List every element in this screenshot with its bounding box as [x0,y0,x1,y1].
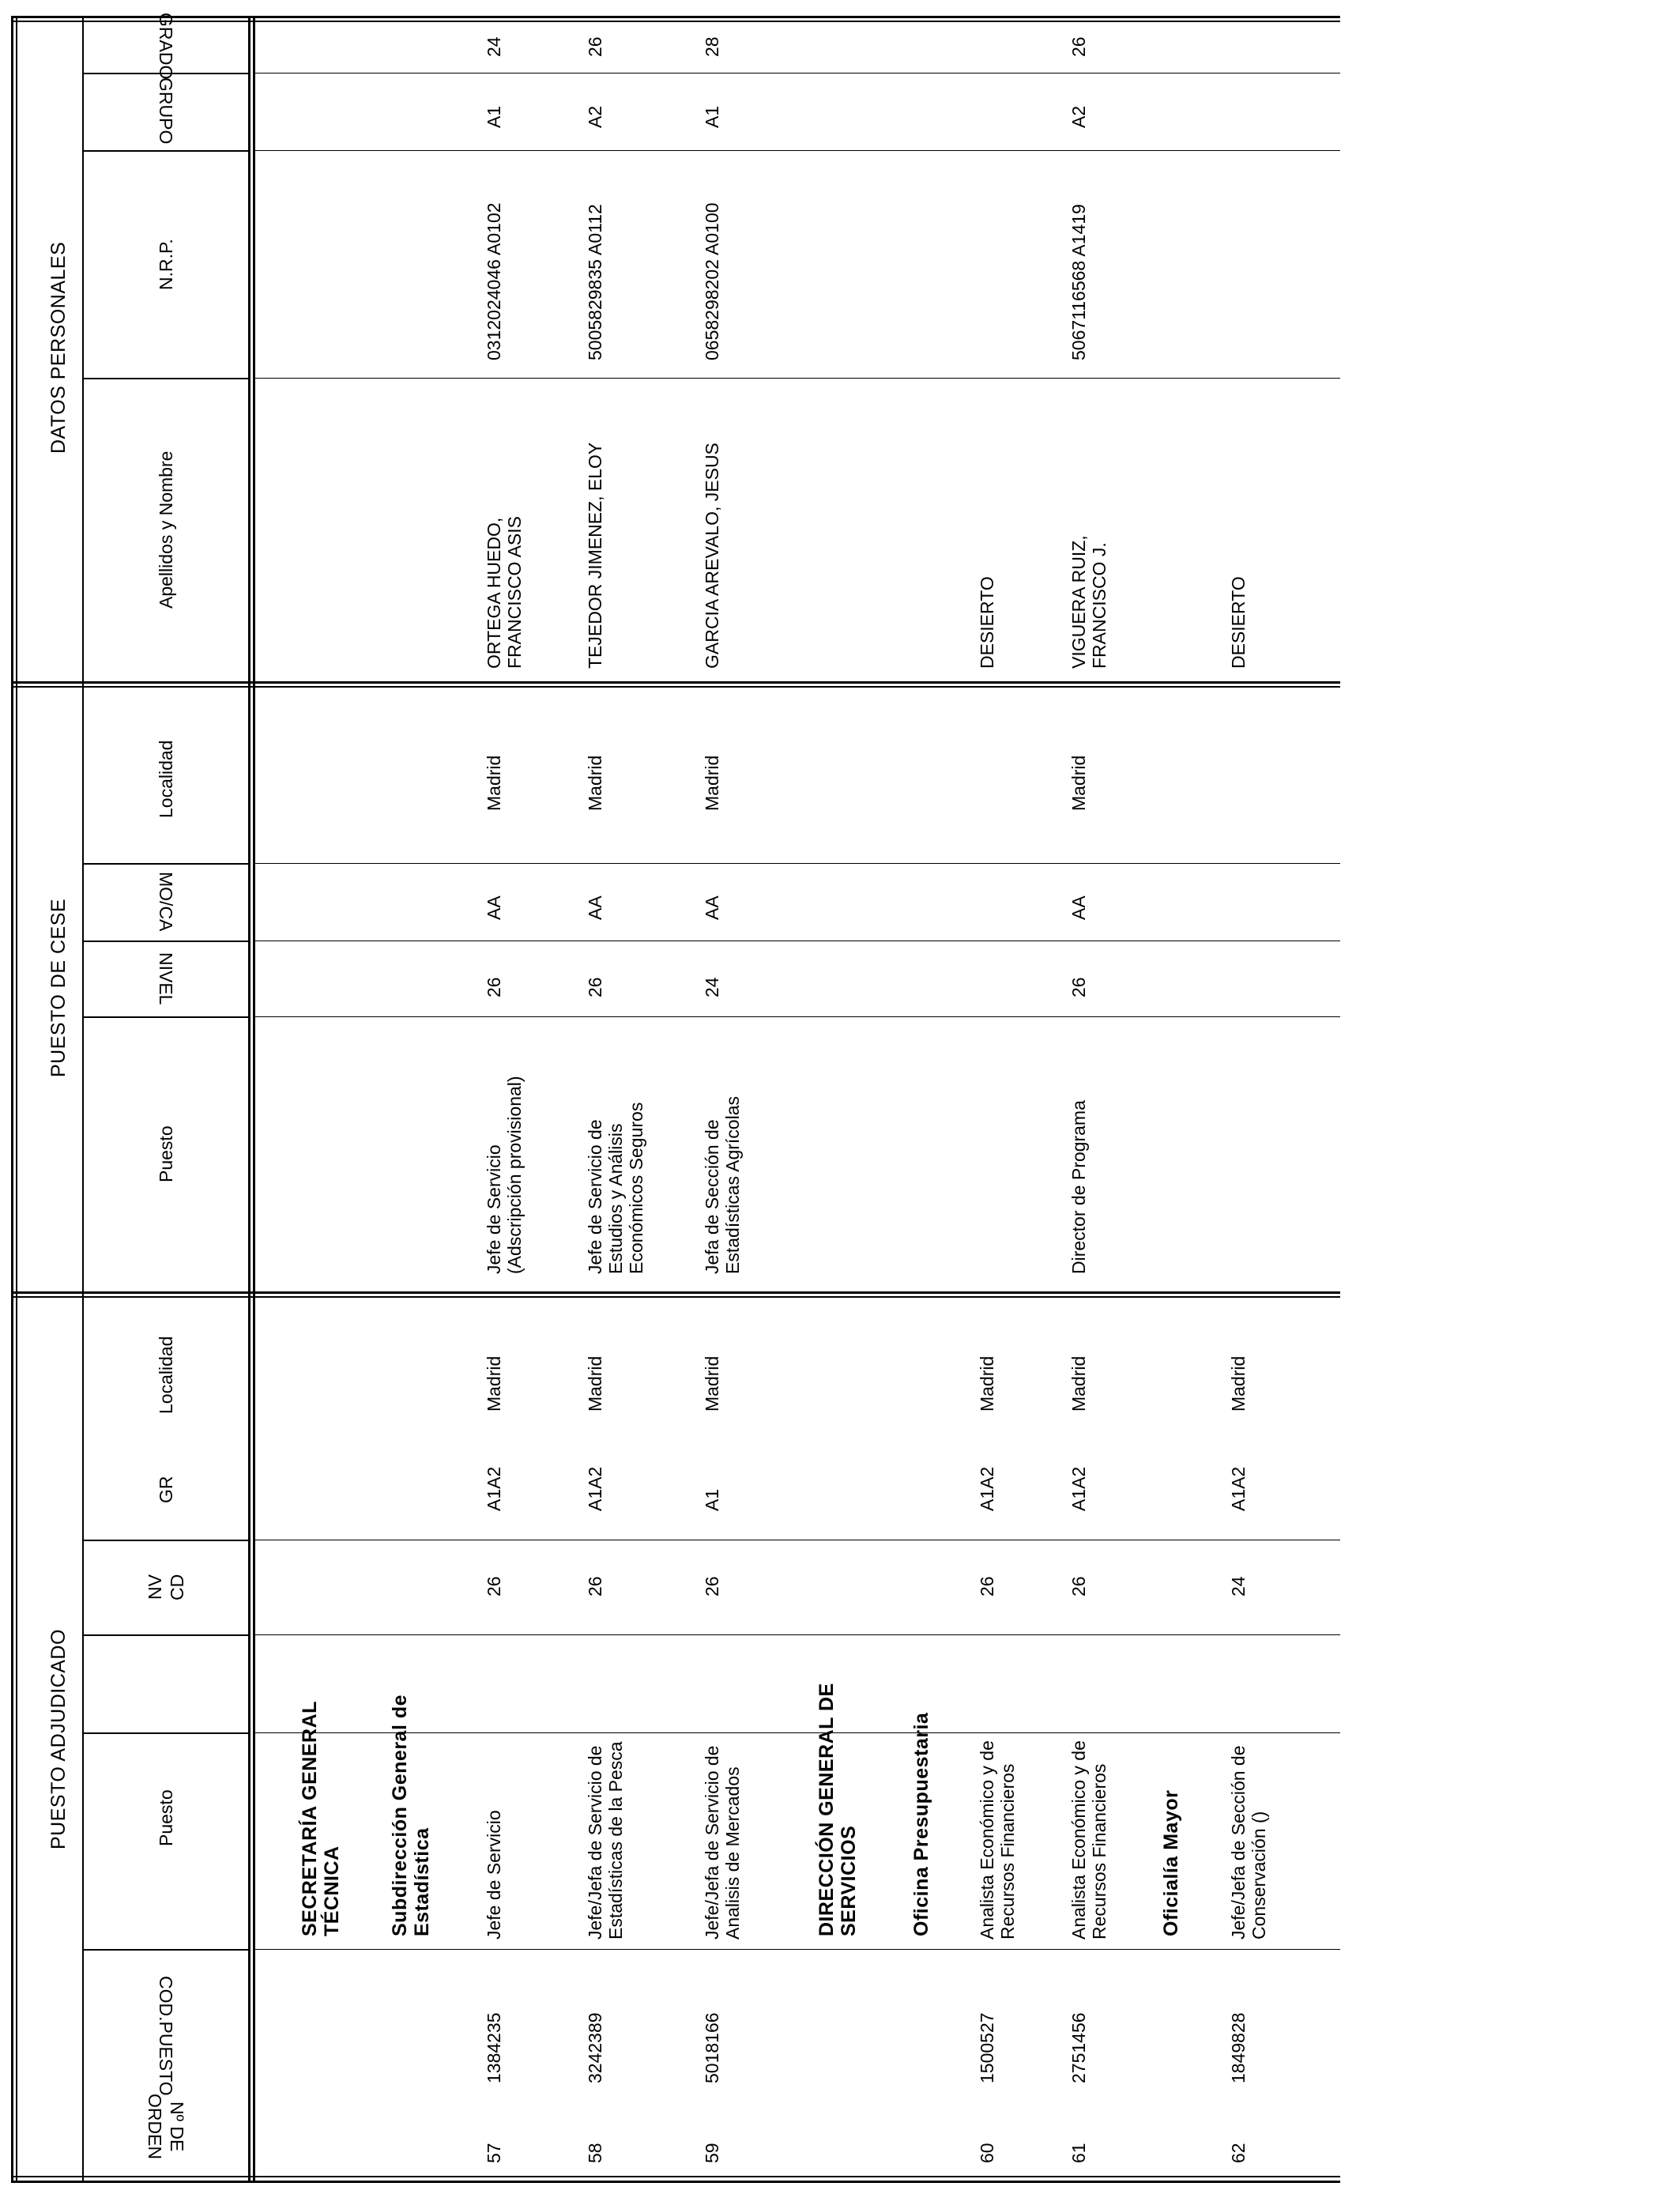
row-58-nivel: 26 [585,977,605,997]
body-col-sep-0 [255,73,1340,74]
body-col-sep-8 [255,1732,1340,1733]
row-59-nrp: 0658298202 A0100 [702,202,722,360]
header-mo-ca: MO/CA [156,871,176,931]
row-59-mo-ca: AA [702,895,722,920]
frame-left [11,16,13,2183]
row-61-cod-puesto: 2751456 [1068,2012,1089,2083]
row-62-nombre-line1: DESIERTO [1228,576,1249,669]
row-57-grado: 24 [484,36,504,57]
section-title-personales: DATOS PERSONALES [47,241,70,454]
body-col-sep-3 [255,863,1340,864]
row-61-cese-puesto-line1: Director de Programa [1068,1100,1089,1274]
row-58-localidad: Madrid [585,1355,605,1412]
row-57-nv-cd: 26 [484,1576,504,1596]
row-61-nombre-line1: VIGUERA RUIZ, [1068,535,1089,669]
section-title-cese: PUESTO DE CESE [47,898,70,1077]
row-61-grado: 26 [1068,36,1089,57]
row-61-orden: 61 [1068,2143,1089,2163]
row-59-nv-cd: 26 [702,1576,722,1596]
row-57-gr: A1A2 [484,1466,504,1511]
group-heading-0-line2: TÉCNICA [321,1845,343,1936]
row-58-cod-puesto: 3242389 [585,2012,605,2083]
row-58-puesto-line1: Jefe/Jefa de Servicio de [585,1745,605,1940]
header-col-sep-5 [82,1016,248,1018]
section-title-separator [82,16,84,2183]
header-orden-line1: Nº DE [167,2101,187,2151]
header-localidad-adjudicado: Localidad [156,1336,176,1414]
row-60-localidad: Madrid [977,1355,997,1412]
header-grupo: GRUPO [156,77,176,145]
row-58-nombre-line1: TEJEDOR JIMENEZ, ELOY [585,442,605,669]
row-60-gr: A1A2 [977,1466,997,1511]
row-58-mo-ca: AA [585,895,605,920]
header-col-sep-1 [82,150,248,152]
header-cod-puesto: COD.PUESTO [156,1976,176,2096]
header-apellidos: Apellidos y Nombre [156,450,176,609]
row-61-gr: A1A2 [1068,1466,1089,1511]
header-puesto-cese: Puesto [156,1125,176,1182]
row-57-puesto-line1: Jefe de Servicio [484,1810,504,1940]
row-61-nv-cd: 26 [1068,1576,1089,1596]
row-62-orden: 62 [1228,2143,1249,2163]
row-58-orden: 58 [585,2143,605,2163]
row-60-nv-cd: 26 [977,1576,997,1596]
row-59-localidad: Madrid [702,1355,722,1412]
header-localidad-cese: Localidad [156,740,176,818]
row-57-cod-puesto: 1384235 [484,2012,504,2083]
row-59-grupo: A1 [702,105,722,128]
row-58-grado: 26 [585,36,605,57]
row-58-grupo: A2 [585,105,605,128]
row-60-cod-puesto: 1500527 [977,2012,997,2083]
row-59-nombre-line1: GARCIA AREVALO, JESUS [702,443,722,669]
header-body-divider-inner [253,16,255,2183]
row-57-localidad: Madrid [484,1355,504,1412]
row-59-cese-puesto-line2: Estadísticas Agrícolas [722,1096,743,1274]
header-nivel: NIVEL [156,952,176,1005]
row-62-nv-cd: 24 [1228,1576,1249,1596]
row-57-mo-ca: AA [484,895,504,920]
section-sep-cese-adjudicado-inner [11,1296,1340,1298]
body-col-sep-9 [255,1949,1340,1950]
row-61-nivel: 26 [1068,977,1089,997]
row-62-localidad: Madrid [1228,1355,1249,1412]
frame-left-inner [16,16,17,2183]
header-nv: NV [145,1574,165,1600]
row-60-puesto-line1: Analista Económico y de [977,1740,997,1940]
row-58-nrp: 5005829835 A0112 [585,204,605,360]
row-62-puesto-line1: Jefe/Jefa de Sección de [1228,1745,1249,1940]
row-61-nombre-line2: FRANCISCO J. [1089,542,1109,669]
row-61-nrp: 5067116568 A1419 [1068,204,1089,360]
row-61-cese-localidad: Madrid [1068,755,1089,811]
body-col-sep-2 [255,378,1340,379]
section-title-adjudicado: PUESTO ADJUDICADO [47,1628,70,1849]
section-sep-cese-adjudicado [11,1291,1340,1294]
frame-top-inner [11,21,1340,22]
row-59-orden: 59 [702,2143,722,2163]
header-nrp: N.R.P. [156,238,176,290]
header-col-sep-8 [82,1732,248,1734]
body-col-sep-7 [255,1634,1340,1635]
row-57-nrp: 0312024046 A0102 [484,202,504,360]
section-sep-personales-cese [11,681,1340,684]
row-61-localidad: Madrid [1068,1355,1089,1412]
row-57-nombre-line1: ORTEGA HUEDO, [484,517,504,669]
row-59-gr: A1 [702,1488,722,1511]
row-59-nivel: 24 [702,977,722,997]
header-grado: GRADO [156,13,176,80]
header-gr: GR [156,1476,176,1503]
row-58-cese-puesto-line1: Jefe de Servicio de [585,1119,605,1274]
section-sep-personales-cese-inner [11,686,1340,688]
row-57-cese-localidad: Madrid [484,755,504,811]
row-58-cese-puesto-line2: Estudios y Análisis [605,1123,626,1274]
header-col-sep-3 [82,863,248,865]
header-puesto-adjudicado: Puesto [156,1789,176,1846]
row-61-mo-ca: AA [1068,895,1089,920]
row-61-puesto-line1: Analista Económico y de [1068,1740,1089,1940]
header-col-sep-6 [82,1540,248,1541]
body-col-sep-5 [255,1016,1340,1017]
frame-bottom [11,2181,1340,2183]
header-col-sep-9 [82,1949,248,1951]
frame-bottom-inner [11,2176,1340,2177]
header-col-sep-4 [82,941,248,942]
row-57-cese-puesto-line1: Jefe de Servicio [484,1144,504,1274]
frame-top [11,16,1340,18]
header-col-sep-2 [82,378,248,379]
row-59-grado: 28 [702,36,722,57]
row-61-puesto-line2: Recursos Financieros [1089,1763,1109,1940]
body-col-sep-1 [255,150,1340,151]
group-heading-3: Oficina Presupuestaria [910,1712,932,1936]
row-60-nombre-line1: DESIERTO [977,576,997,669]
header-body-divider [248,16,250,2183]
group-heading-1-line2: Estadística [411,1827,433,1936]
row-58-cese-puesto-line3: Económicos Seguros [626,1102,646,1274]
group-heading-4: Oficialía Mayor [1160,1789,1182,1936]
row-57-nivel: 26 [484,977,504,997]
header-col-sep-7 [82,1634,248,1636]
row-58-gr: A1A2 [585,1466,605,1511]
row-60-puesto-line2: Recursos Financieros [997,1763,1018,1940]
row-59-cese-localidad: Madrid [702,755,722,811]
row-57-nombre-line2: FRANCISCO ASIS [504,516,525,669]
row-57-orden: 57 [484,2143,504,2163]
header-orden-line2: ORDEN [145,2093,165,2159]
row-62-cod-puesto: 1849828 [1228,2012,1249,2083]
group-heading-2-line2: SERVICIOS [838,1825,860,1936]
row-58-nv-cd: 26 [585,1576,605,1596]
group-heading-0: SECRETARÍA GENERAL [299,1701,321,1936]
row-60-orden: 60 [977,2143,997,2163]
row-59-puesto-line2: Analisis de Mercados [722,1766,743,1940]
group-heading-2: DIRECCIÓN GENERAL DE [816,1683,838,1936]
row-58-cese-localidad: Madrid [585,755,605,811]
row-62-gr: A1A2 [1228,1466,1249,1511]
row-57-cese-puesto-line2: (Adscripción provisional) [504,1076,525,1274]
row-62-puesto-line2: Conservación () [1249,1811,1269,1940]
header-cd: CD [167,1574,187,1600]
row-59-puesto-line1: Jefe/Jefa de Servicio de [702,1745,722,1940]
row-59-cese-puesto-line1: Jefa de Sección de [702,1119,722,1274]
row-58-puesto-line2: Estadísticas de la Pesca [605,1741,626,1940]
row-57-grupo: A1 [484,105,504,128]
group-heading-1: Subdirección General de [389,1694,411,1936]
row-61-grupo: A2 [1068,105,1089,128]
row-59-cod-puesto: 5018166 [702,2012,722,2083]
